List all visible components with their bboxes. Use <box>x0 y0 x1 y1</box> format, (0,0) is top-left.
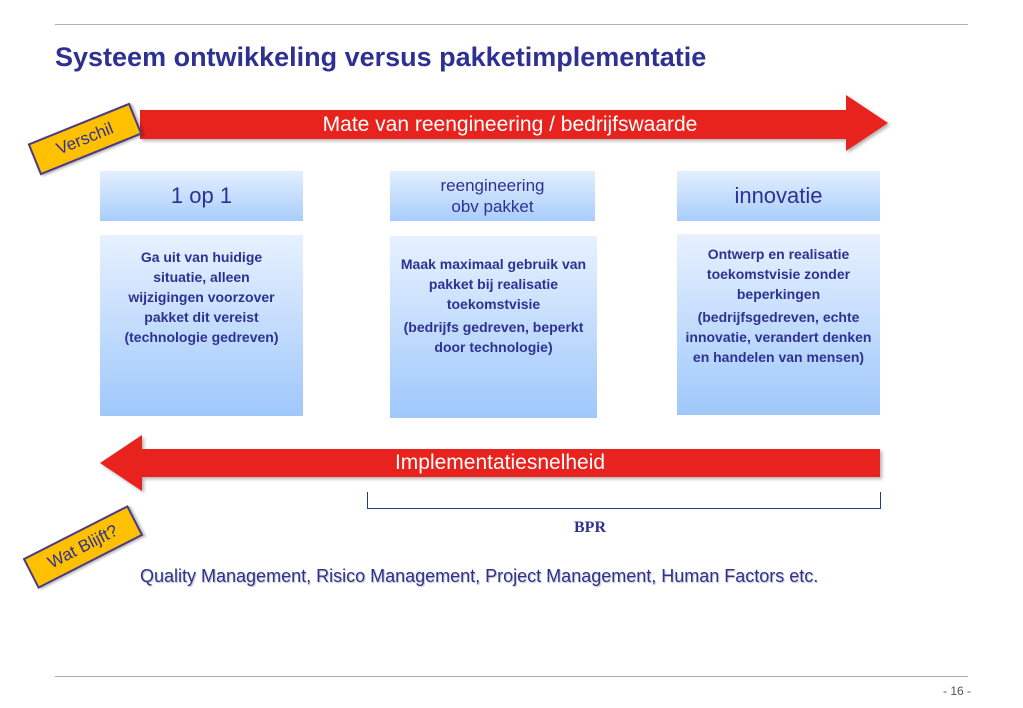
bpr-bracket <box>367 492 881 509</box>
top-arrow-label: Mate van reengineering / bedrijfswaarde <box>322 113 698 136</box>
verschil-tag: Verschil <box>28 103 143 176</box>
column-body-text: Ga uit van huidige situatie, alleen wijzigingen voorzover pakket dit vereist (technologie gedreven) <box>124 249 279 345</box>
column-body-text: Maak maximaal gebruik van pakket bij realisatie toekomstvisie <box>400 256 587 312</box>
column-heading-1-op-1 <box>100 171 303 221</box>
wat-blijft-tag: Wat Blijft? <box>23 505 144 589</box>
column-heading-reengineering <box>390 171 595 221</box>
page-title: Systeem ontwikkeling versus pakketimplementatie <box>55 42 707 72</box>
column-heading-innovatie <box>677 171 880 221</box>
column-body-text: (bedrijfsgedreven, echte innovatie, verandert denken en handelen van mensen) <box>685 309 872 365</box>
column-heading-text: reengineering <box>440 176 545 195</box>
column-heading-text: innovatie <box>734 183 823 208</box>
bpr-label: BPR <box>574 519 606 536</box>
page-number: - 16 - <box>942 684 971 698</box>
remaining-disciplines-text: Quality Management, Risico Management, Project Management, Human Factors etc. <box>140 566 819 586</box>
column-body-text: (bedrijfs gedreven, beperkt door technologie) <box>403 319 584 355</box>
column-body-text: Ontwerp en realisatie toekomstvisie zonder beperkingen <box>706 246 851 302</box>
column-heading-text: 1 op 1 <box>170 183 233 208</box>
column-body-reengineering <box>390 236 597 418</box>
column-body-1-op-1 <box>100 235 303 416</box>
column-heading-text: obv pakket <box>451 197 534 216</box>
column-body-innovatie <box>677 234 880 415</box>
bottom-rule <box>55 676 968 677</box>
bottom-arrow-label: Implementatiesnelheid <box>394 451 606 474</box>
